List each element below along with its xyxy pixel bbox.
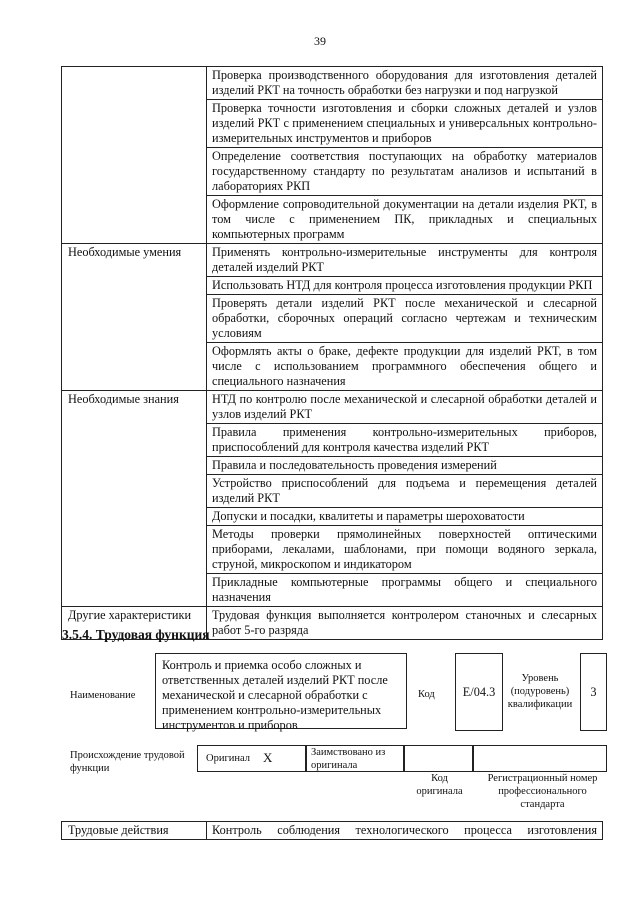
row-item-text: Правила и последовательность проведения измерений: [207, 457, 603, 475]
row-group-label: Необходимые умения: [62, 244, 207, 391]
row-item-text: Устройство приспособлений для подъема и перемещения деталей изделий РКТ: [207, 475, 603, 508]
labor-actions-text: Контроль соблюдения технологического процесса изготовления: [207, 822, 603, 840]
row-item-text: Правила применения контрольно-измерительных приборов, приспособлений для контроля качества изделий РКТ: [207, 424, 603, 457]
borrowed-label: Заимствовано из оригинала: [311, 747, 386, 771]
requirements-table: [61, 66, 603, 640]
function-name-box: [155, 653, 407, 732]
table-row: [62, 244, 603, 277]
row-item-text: Проверка производственного оборудования для изготовления деталей изделий РКТ на точность обработки без нагрузки и под нагрузкой: [207, 67, 603, 100]
origin-label: Происхождение трудовой функции: [70, 750, 185, 774]
level-value: 3: [590, 685, 597, 699]
name-label: Наименование: [70, 690, 136, 701]
original-label: Оригинал: [206, 753, 250, 764]
code-original-cell: [403, 745, 474, 772]
row-item-text: Трудовая функция выполняется контролером станочных и слесарных работ 5-го разряда: [207, 607, 603, 640]
row-item-text: Оформление сопроводительной документации на детали изделия РКТ, в том числе с применением ПК, прикладных и специальных компьютерных программ: [207, 196, 603, 244]
row-item-text: Оформлять акты о браке, дефекте продукции для изделий РКТ, в том числе с использованием программного обеспечения общего и специального назначения: [207, 343, 603, 391]
row-item-text: Прикладные компьютерные программы общего и специального назначения: [207, 574, 603, 607]
row-item-text: Проверять детали изделий РКТ после механической и слесарной обработки, сборочных операций согласно чертежам и техническим условиям: [207, 295, 603, 343]
row-item-text: Методы проверки прямолинейных поверхностей оптическими приборами, лекалами, шаблонами, при помощи водяного зеркала, струной, микроскопом и индикатором: [207, 526, 603, 574]
labor-actions-table: [61, 821, 603, 840]
reg-number-cell: [472, 745, 607, 772]
row-item-text: Применять контрольно-измерительные инструменты для контроля деталей изделий РКТ: [207, 244, 603, 277]
row-item-text: Проверка точности изготовления и сборки сложных деталей и узлов изделий РКТ с применением специальных и универсальных контрольно-измерительных инструментов и приборов: [207, 100, 603, 148]
row-item-text: НТД по контролю после механической и слесарной обработки деталей и узлов изделий РКТ: [207, 391, 603, 424]
row-item-text: Определение соответствия поступающих на обработку материалов государственному стандарту по результатам анализов и испытаний в лабораториях РКП: [207, 148, 603, 196]
row-group-label: [62, 67, 207, 244]
original-cell: [197, 745, 307, 772]
labor-actions-label: Трудовые действия: [62, 822, 207, 840]
function-name: Контроль и приемка особо сложных и ответственных деталей изделий РКТ после механической и слесарной обработки с применением контрольно-измерительных инструментов и приборов: [162, 658, 388, 732]
table-row: [62, 67, 603, 100]
code-original-label: Код оригинала: [416, 773, 463, 797]
section-title: 3.5.4. Трудовая функция: [62, 627, 210, 642]
code-value: E/04.3: [462, 685, 496, 699]
row-group-label: Необходимые знания: [62, 391, 207, 607]
page-number: 39: [314, 34, 326, 48]
original-mark: X: [263, 750, 273, 765]
borrowed-cell: [305, 745, 405, 772]
code-label: Код: [418, 689, 435, 700]
reg-number-label: Регистрационный номер профессионального стандарта: [487, 773, 598, 810]
level-box: [580, 653, 607, 731]
row-item-text: Допуски и посадки, квалитеты и параметры шероховатости: [207, 508, 603, 526]
row-group-label: Другие характеристики: [62, 607, 207, 640]
row-item-text: Использовать НТД для контроля процесса изготовления продукции РКП: [207, 277, 603, 295]
table-row: [62, 391, 603, 424]
code-box: [455, 653, 503, 731]
level-label: Уровень (подуровень) квалификации: [507, 673, 573, 710]
